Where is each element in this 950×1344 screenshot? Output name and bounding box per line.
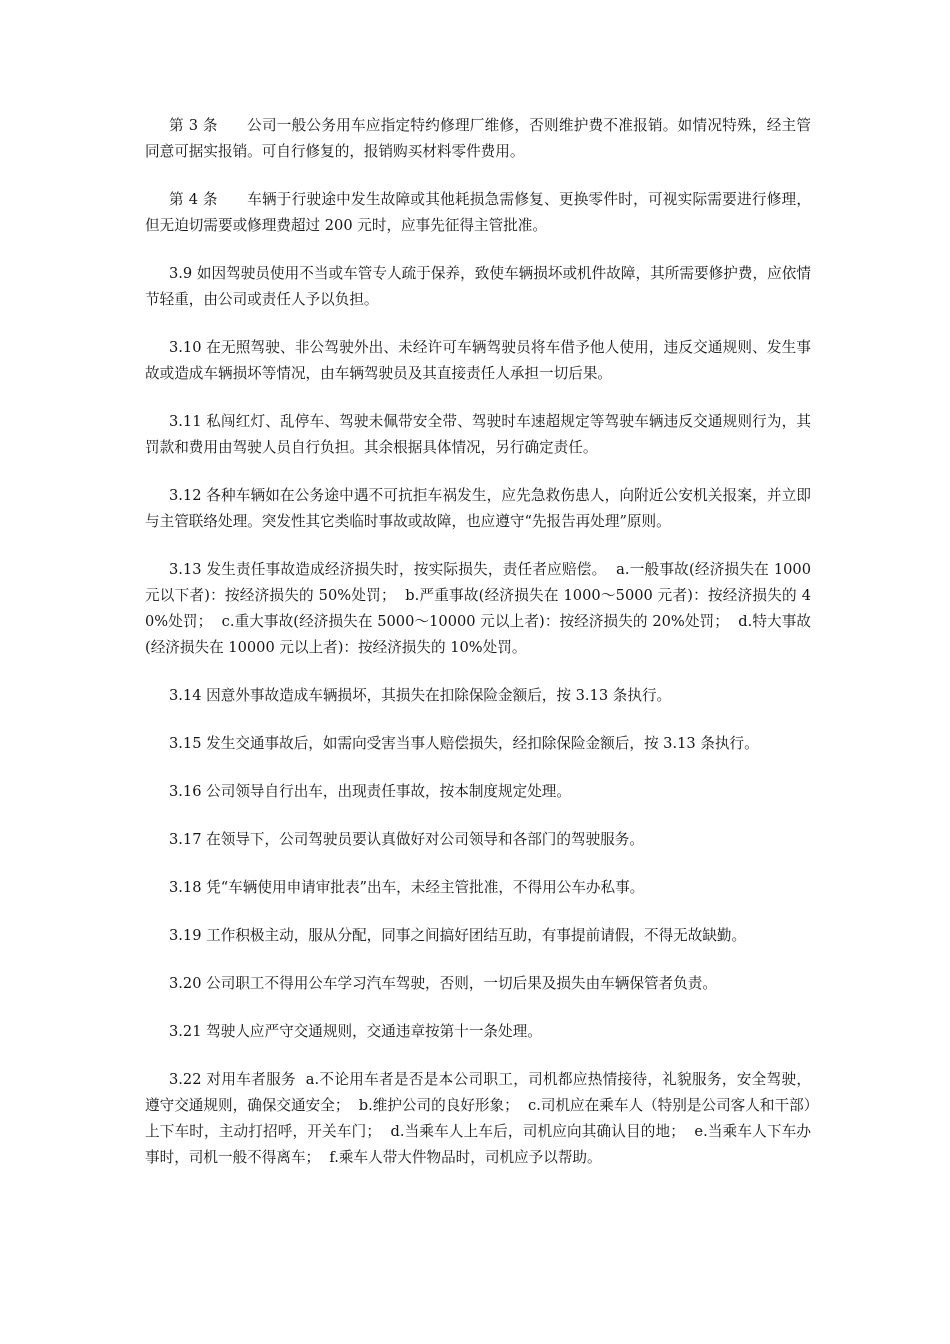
clause-3-19-paragraph: 3.19 工作积极主动，服从分配，同事之间搞好团结互助，有事提前请假，不得无故缺勤。 bbox=[169, 927, 747, 944]
clause-3-14-paragraph: 3.14 因意外事故造成车辆损坏，其损失在扣除保险金额后，按 3.13 条执行。 bbox=[169, 687, 672, 704]
clause-3-16-paragraph: 3.16 公司领导自行出车，出现责任事故，按本制度规定处理。 bbox=[169, 783, 571, 800]
article-4-paragraph: 第 4 条 车辆于行驶途中发生故障或其他耗损急需修复、更换零件时，可视实际需要进行修理，但无迫切需要或修理费超过 200 元时，应事先征得主管批准。 bbox=[145, 191, 811, 234]
clause-3-11-paragraph: 3.11 私闯红灯、乱停车、驾驶未佩带安全带、驾驶时车速超规定等驾驶车辆违反交通规则行为，其罚款和费用由驾驶人员自行负担。其余根据具体情况，另行确定责任。 bbox=[145, 413, 811, 456]
clause-3-13-paragraph: 3.13 发生责任事故造成经济损失时，按实际损失，责任者应赔偿。 a.一般事故(经济损失在 1000 元以下者)：按经济损失的 50%处罚； b.严重事故(经济损失在 1000～5000 元者)：按经济损失的 40%处罚； c.重大事故(经济损失在 5000～10000 元以上者)：按经济损失的 20%处罚； d.特大事故(经济损失在 10000 元以上者)：按经济损失的 10%处罚。 bbox=[145, 561, 816, 656]
clause-3-15-paragraph: 3.15 发生交通事故后，如需向受害当事人赔偿损失，经扣除保险金额后，按 3.13 条执行。 bbox=[169, 735, 759, 752]
clause-3-21-paragraph: 3.21 驾驶人应严守交通规则，交通违章按第十一条处理。 bbox=[169, 1023, 542, 1040]
document-page bbox=[145, 113, 816, 1193]
clause-3-17-paragraph: 3.17 在领导下，公司驾驶员要认真做好对公司领导和各部门的驾驶服务。 bbox=[169, 831, 644, 848]
clause-3-18-paragraph: 3.18 凭“车辆使用申请审批表”出车，未经主管批准，不得用公车办私事。 bbox=[169, 879, 645, 896]
article-3-paragraph: 第 3 条 公司一般公务用车应指定特约修理厂维修，否则维护费不准报销。如情况特殊，经主管同意可据实报销。可自行修复的，报销购买材料零件费用。 bbox=[145, 117, 811, 160]
clause-3-10-paragraph: 3.10 在无照驾驶、非公驾驶外出、未经许可车辆驾驶员将车借予他人使用，违反交通规则、发生事故或造成车辆损坏等情况，由车辆驾驶员及其直接责任人承担一切后果。 bbox=[145, 339, 811, 382]
clause-3-9-paragraph: 3.9 如因驾驶员使用不当或车管专人疏于保养，致使车辆损坏或机件故障，其所需要修护费，应依情节轻重，由公司或责任人予以负担。 bbox=[145, 265, 811, 308]
clause-3-22-paragraph: 3.22 对用车者服务 a.不论用车者是否是本公司职工，司机都应热情接待，礼貌服务，安全驾驶，遵守交通规则，确保交通安全； b.维护公司的良好形象； c.司机应在乘车人（特别是公司客人和干部）上下车时，主动打招呼，开关车门； d.当乘车人上车后，司机应向其确认目的地； e.当乘车人下车办事时，司机一般不得离车； f.乘车人带大件物品时，司机应予以帮助。 bbox=[145, 1071, 811, 1166]
clause-3-20-paragraph: 3.20 公司职工不得用公车学习汽车驾驶，否则，一切后果及损失由车辆保管者负责。 bbox=[169, 975, 717, 992]
clause-3-12-paragraph: 3.12 各种车辆如在公务途中遇不可抗拒车祸发生，应先急救伤患人，向附近公安机关报案，并立即与主管联络处理。突发性其它类临时事故或故障，也应遵守“先报告再处理”原则。 bbox=[145, 487, 811, 530]
